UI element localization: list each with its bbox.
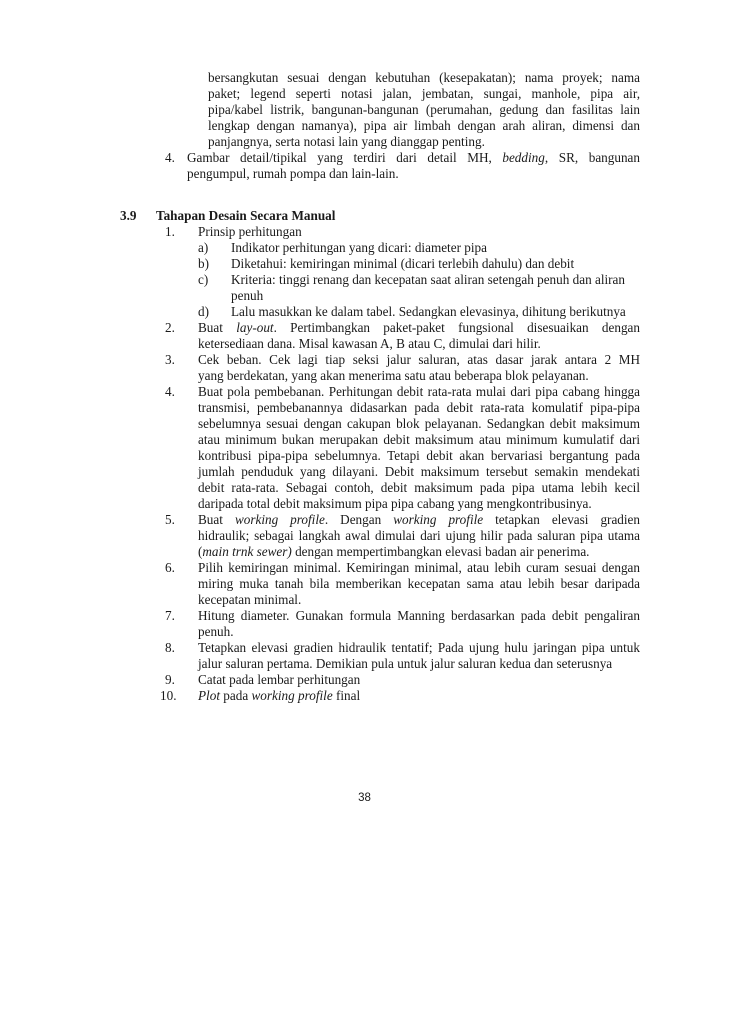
list-number: 8. (165, 640, 175, 655)
list-item-text: atau minimum bukan merupakan debit maksimum atau minimum kumulatif dari (198, 432, 640, 447)
list-item-text: Buat pola pembebanan. Perhitungan debit rata-rata mulai dari pipa cabang hingga (198, 384, 640, 399)
text-run: final (332, 688, 361, 703)
section-number: 3.9 (120, 208, 137, 223)
list-item-text: miring muka tanah bila memberikan kecepatan sama atau lebih besar daripada (198, 576, 640, 591)
paragraph-line: bersangkutan sesuai dengan kebutuhan (kesepakatan); nama proyek; nama (208, 70, 640, 85)
section-title: Tahapan Desain Secara Manual (156, 208, 336, 223)
text-run: . Dengan (324, 512, 382, 527)
paragraph-line: lengkap dengan namanya), pipa air limbah dengan arah aliran, dimensi dan (208, 118, 640, 133)
list-item-text: Prinsip perhitungan (198, 224, 302, 239)
list-item-text: sebelumnya sesuai dengan cakupan blok pelayanan. Sedangkan debit maksimum (198, 416, 640, 431)
sub-list-text: Indikator perhitungan yang dicari: diameter pipa (231, 240, 487, 255)
sub-list-letter: d) (198, 304, 209, 319)
list-item-text: jumlah penduduk yang dilayani. Debit maksimum tersebut semakin mendekati (198, 464, 640, 479)
text-run: , SR, bangunan (544, 150, 641, 165)
list-item-text (198, 688, 360, 704)
list-item-text: hidraulik; sebagai langkah awal dimulai dari ujung hilir pada saluran pipa utama (198, 528, 640, 543)
list-number: 2. (165, 320, 175, 335)
sub-list-letter: b) (198, 256, 209, 271)
list-number: 4. (165, 150, 175, 165)
list-item-text: ketersediaan dana. Misal kawasan A, B atau C, dimulai dari hilir. (198, 336, 541, 351)
sub-list-text: penuh (231, 288, 264, 303)
sub-list-text: Diketahui: kemiringan minimal (dicari terlebih dahulu) dan debit (231, 256, 575, 271)
list-item-text (198, 544, 589, 560)
list-item-text: Pilih kemiringan minimal. Kemiringan minimal, atau lebih curam sesuai dengan (198, 560, 640, 575)
sub-list-letter: c) (198, 272, 209, 287)
italic-term: main trnk sewer) (202, 544, 292, 559)
list-item-text: Tetapkan elevasi gradien hidraulik tentatif; Pada ujung hulu jaringan pipa untuk (198, 640, 640, 655)
page-number: 38 (358, 792, 371, 804)
italic-term: working profile (393, 512, 484, 527)
sub-list-letter: a) (198, 240, 209, 255)
list-item-text: Hitung diameter. Gunakan formula Manning berdasarkan pada debit pengaliran (198, 608, 640, 623)
list-item-text: penuh. (198, 624, 234, 639)
list-item-text (187, 150, 640, 166)
list-number: 10. (160, 688, 177, 703)
list-item-text: daripada total debit maksimum pipa pipa cabang yang mengkontribusinya. (198, 496, 592, 511)
list-number: 1. (165, 224, 175, 239)
list-number: 6. (165, 560, 175, 575)
list-item-text: kontribusi pipa-pipa sebelumnya. Tetapi debit akan bervariasi bergantung pada (198, 448, 640, 463)
text-run: ( (198, 544, 203, 559)
italic-term: bedding (502, 150, 545, 165)
italic-term: Plot (198, 688, 220, 703)
text-run: Buat (198, 512, 223, 527)
list-item-text: kecepatan minimal. (198, 592, 302, 607)
list-item-text (198, 512, 640, 528)
list-number: 5. (165, 512, 175, 527)
list-item-text: debit rata-rata. Sebagai contoh, debit maksimum pada pipa utama lebih kecil (198, 480, 640, 495)
list-number: 9. (165, 672, 175, 687)
paragraph-line: pipa/kabel listrik, bangunan-bangunan (perumahan, gedung dan fasilitas lain (208, 102, 640, 117)
text-run: Gambar detail/tipikal yang terdiri dari detail MH, (187, 150, 492, 165)
list-number: 3. (165, 352, 175, 367)
list-item-text: yang berdekatan, yang akan menerima satu atau beberapa blok pelayanan. (198, 368, 589, 383)
sub-list-text: Kriteria: tinggi renang dan kecepatan saat aliran setengah penuh dan aliran (231, 272, 625, 287)
list-item-text (198, 320, 640, 336)
italic-term: working profile (251, 688, 333, 703)
list-item-text: transmisi, pembebanannya didasarkan pada debit rata-rata komulatif pipa-pipa (198, 400, 640, 415)
italic-term: working profile (234, 512, 325, 527)
list-item-text: jalur saluran pertama. Demikian pula untuk jalur saluran kedua dan seterusnya (198, 656, 613, 671)
list-item-text: Cek beban. Cek lagi tiap seksi jalur saluran, atas dasar jarak antara 2 MH (198, 352, 640, 367)
list-number: 7. (165, 608, 175, 623)
text-run: Buat (198, 320, 223, 335)
text-run: pada (219, 688, 252, 703)
list-item-text: Catat pada lembar perhitungan (198, 672, 361, 687)
italic-term: lay-out (236, 320, 274, 335)
text-run: dengan mempertimbangkan elevasi badan air penerima. (291, 544, 590, 559)
list-item-text: pengumpul, rumah pompa dan lain-lain. (187, 166, 399, 181)
sub-list-text: Lalu masukkan ke dalam tabel. Sedangkan elevasinya, dihitung berikutnya (231, 304, 626, 319)
list-number: 4. (165, 384, 175, 399)
paragraph-line: paket; legend seperti notasi jalan, jembatan, sungai, manhole, pipa air, (208, 86, 640, 101)
text-run: tetapkan elevasi gradien (495, 512, 640, 527)
text-run: . Pertimbangkan paket-paket fungsional disesuaikan dengan (273, 320, 640, 335)
paragraph-line: panjangnya, serta notasi lain yang dianggap penting. (208, 134, 485, 149)
